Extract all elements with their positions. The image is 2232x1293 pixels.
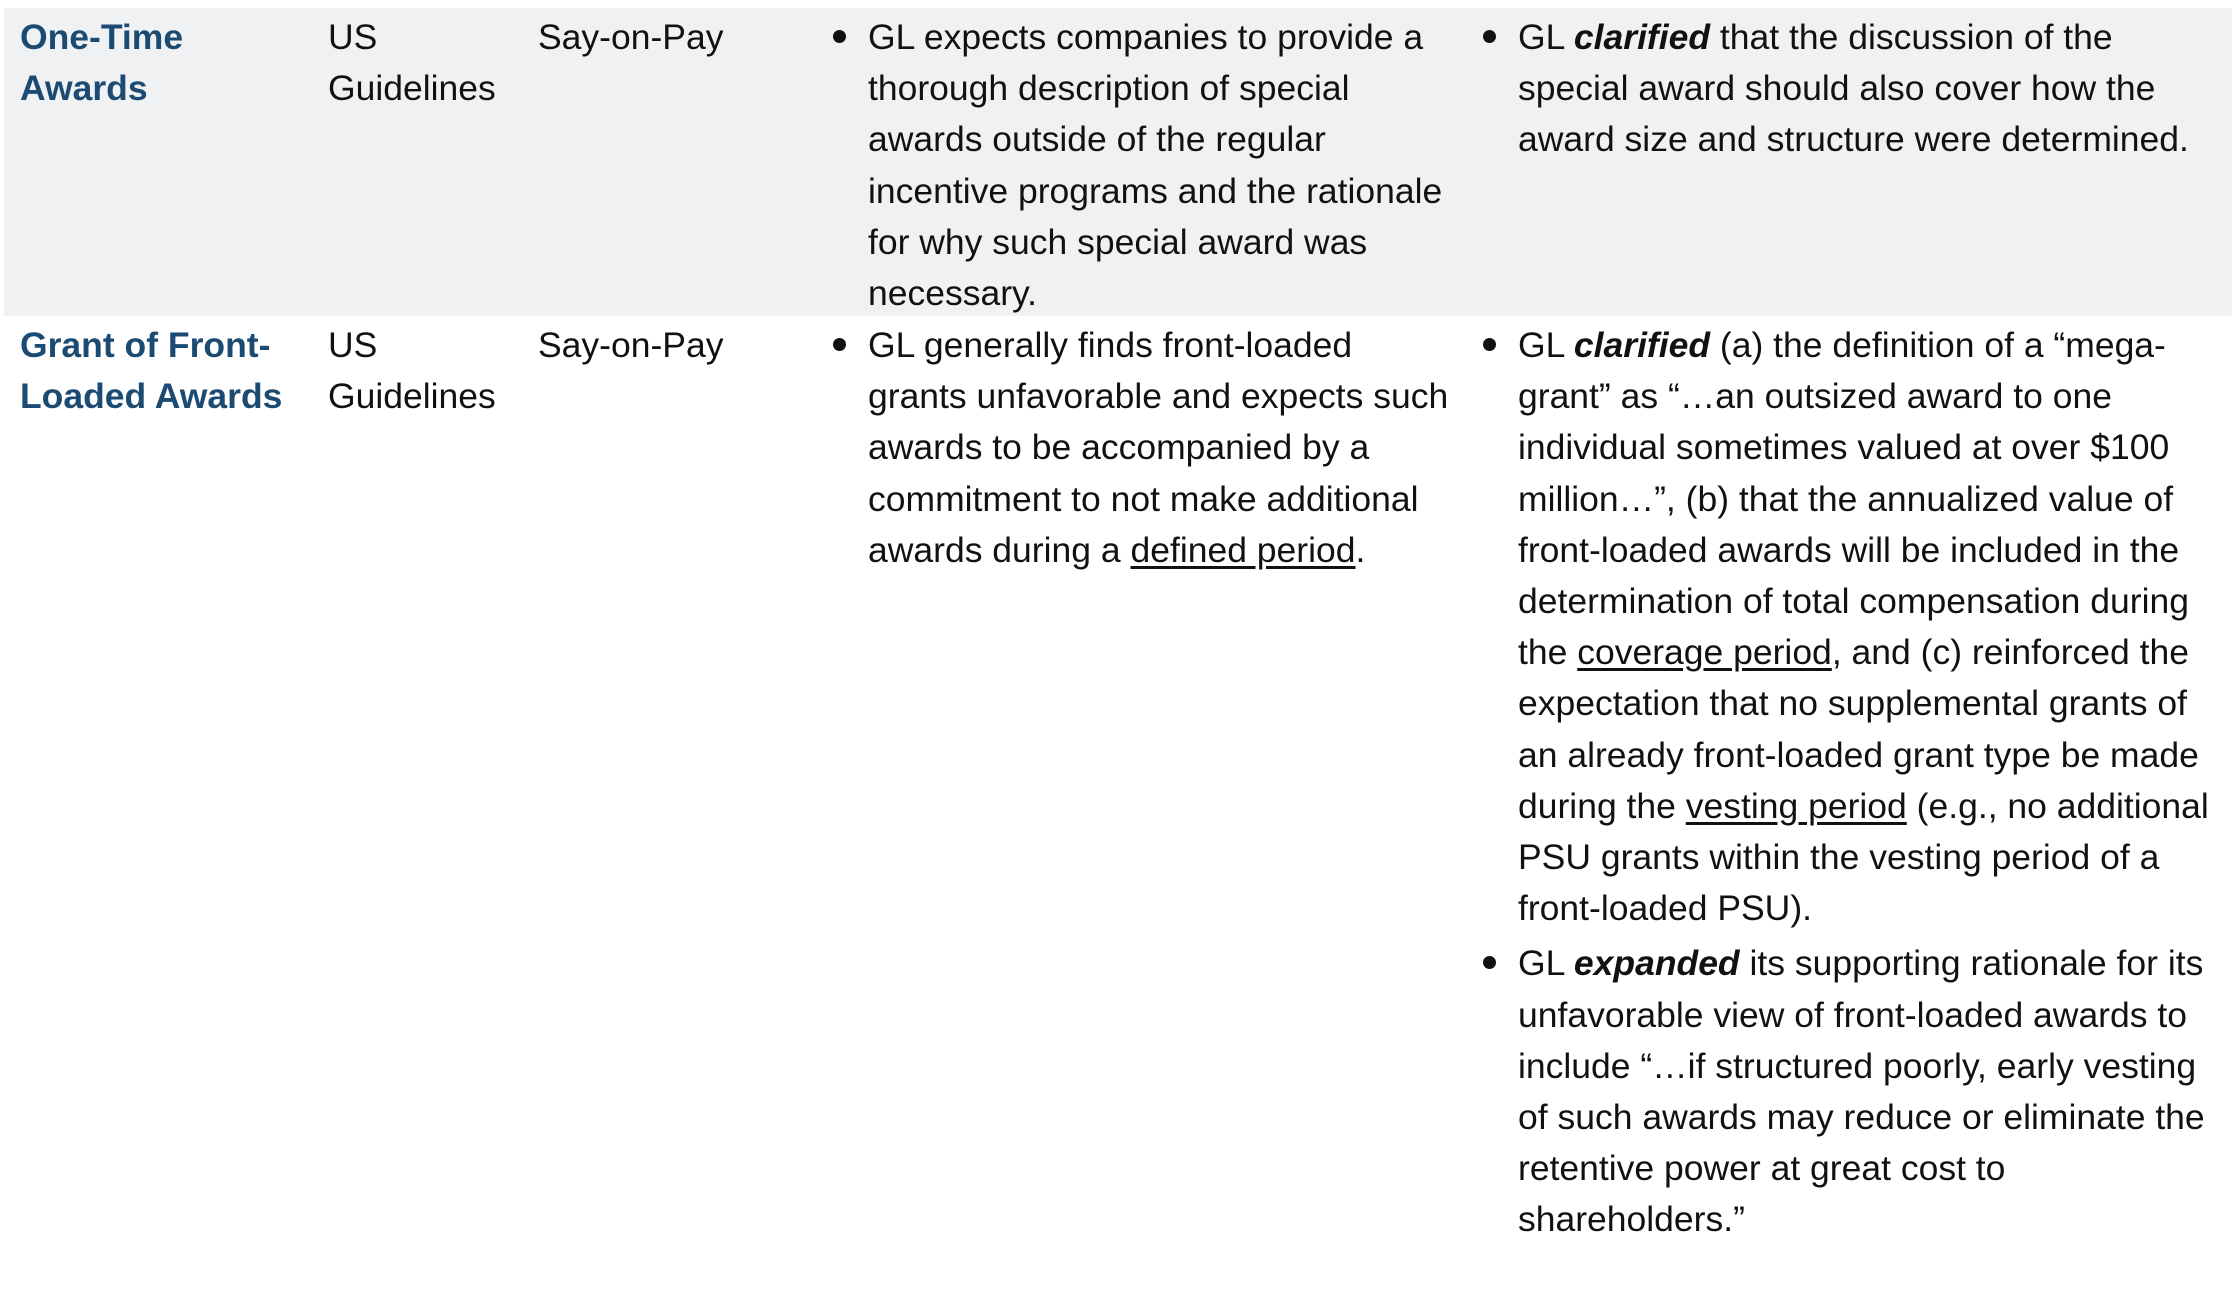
- update-cell: [1476, 8, 2232, 170]
- topic-cell: Grant of Front-Loaded Awards: [20, 325, 283, 417]
- bullet-text: that the discussion of the special award should also cover how the award size and structure were determined.: [1518, 17, 2189, 160]
- topic-area-cell: Say-on-Pay: [538, 17, 724, 57]
- list-item: [1518, 320, 2232, 934]
- table-row: [4, 316, 2232, 1293]
- bullet-text: (e.g., no additional PSU grants within the vesting period of a front-loaded PSU).: [1518, 785, 2209, 929]
- emphasis-text: clarified: [1573, 17, 1711, 57]
- bullet-lead: GL: [1518, 17, 1574, 57]
- current-policy-cell: [826, 316, 1454, 580]
- table-row: [4, 8, 2232, 316]
- source-cell: US Guidelines: [328, 325, 496, 417]
- underlined-term: vesting period: [1685, 785, 1907, 826]
- list-item: [1518, 12, 2232, 166]
- current-policy-list: [826, 12, 1454, 319]
- list-item: [868, 12, 1454, 319]
- bullet-lead: GL: [1518, 325, 1574, 365]
- bullet-text: , and (c) reinforced the expectation that no supplemental grants of an already front-loaded grant type be made during the: [1518, 632, 2199, 826]
- underlined-term: coverage period: [1577, 632, 1832, 673]
- update-list: [1476, 320, 2232, 1246]
- underlined-term: defined period: [1130, 529, 1356, 570]
- emphasis-text: clarified: [1573, 325, 1711, 365]
- list-item: [868, 320, 1454, 576]
- topic-area-cell: Say-on-Pay: [538, 325, 724, 365]
- update-cell: [1476, 316, 2232, 1250]
- bullet-text: GL expects companies to provide a thorough description of special awards outside of the regular incentive programs and the rationale for why such special award was necessary.: [868, 17, 1443, 314]
- current-policy-list: [826, 320, 1454, 576]
- current-policy-cell: [826, 8, 1454, 323]
- bullet-text: (a) the definition of a “mega-grant” as “…an outsized award to one individual sometimes valued at over $100 million…”, (b) that the annualized value of front-loaded awards will be included in the determination of total compensation during the: [1518, 325, 2189, 673]
- bullet-text: GL generally finds front-loaded grants unfavorable and expects such awards to be accompanied by a commitment to not make additional awards during a: [868, 325, 1449, 570]
- bullet-lead: GL: [1518, 943, 1574, 984]
- list-item: [1518, 938, 2232, 1245]
- source-cell: US Guidelines: [328, 17, 496, 109]
- emphasis-text: expanded: [1573, 943, 1740, 984]
- topic-cell: One-Time Awards: [20, 17, 184, 109]
- bullet-text: .: [1355, 529, 1366, 570]
- bullet-text: its supporting rationale for its unfavorable view of front-loaded awards to include “…if structured poorly, early vesting of such awards may reduce or eliminate the retentive power at great cost to shareholders.”: [1518, 943, 2205, 1240]
- update-list: [1476, 12, 2232, 166]
